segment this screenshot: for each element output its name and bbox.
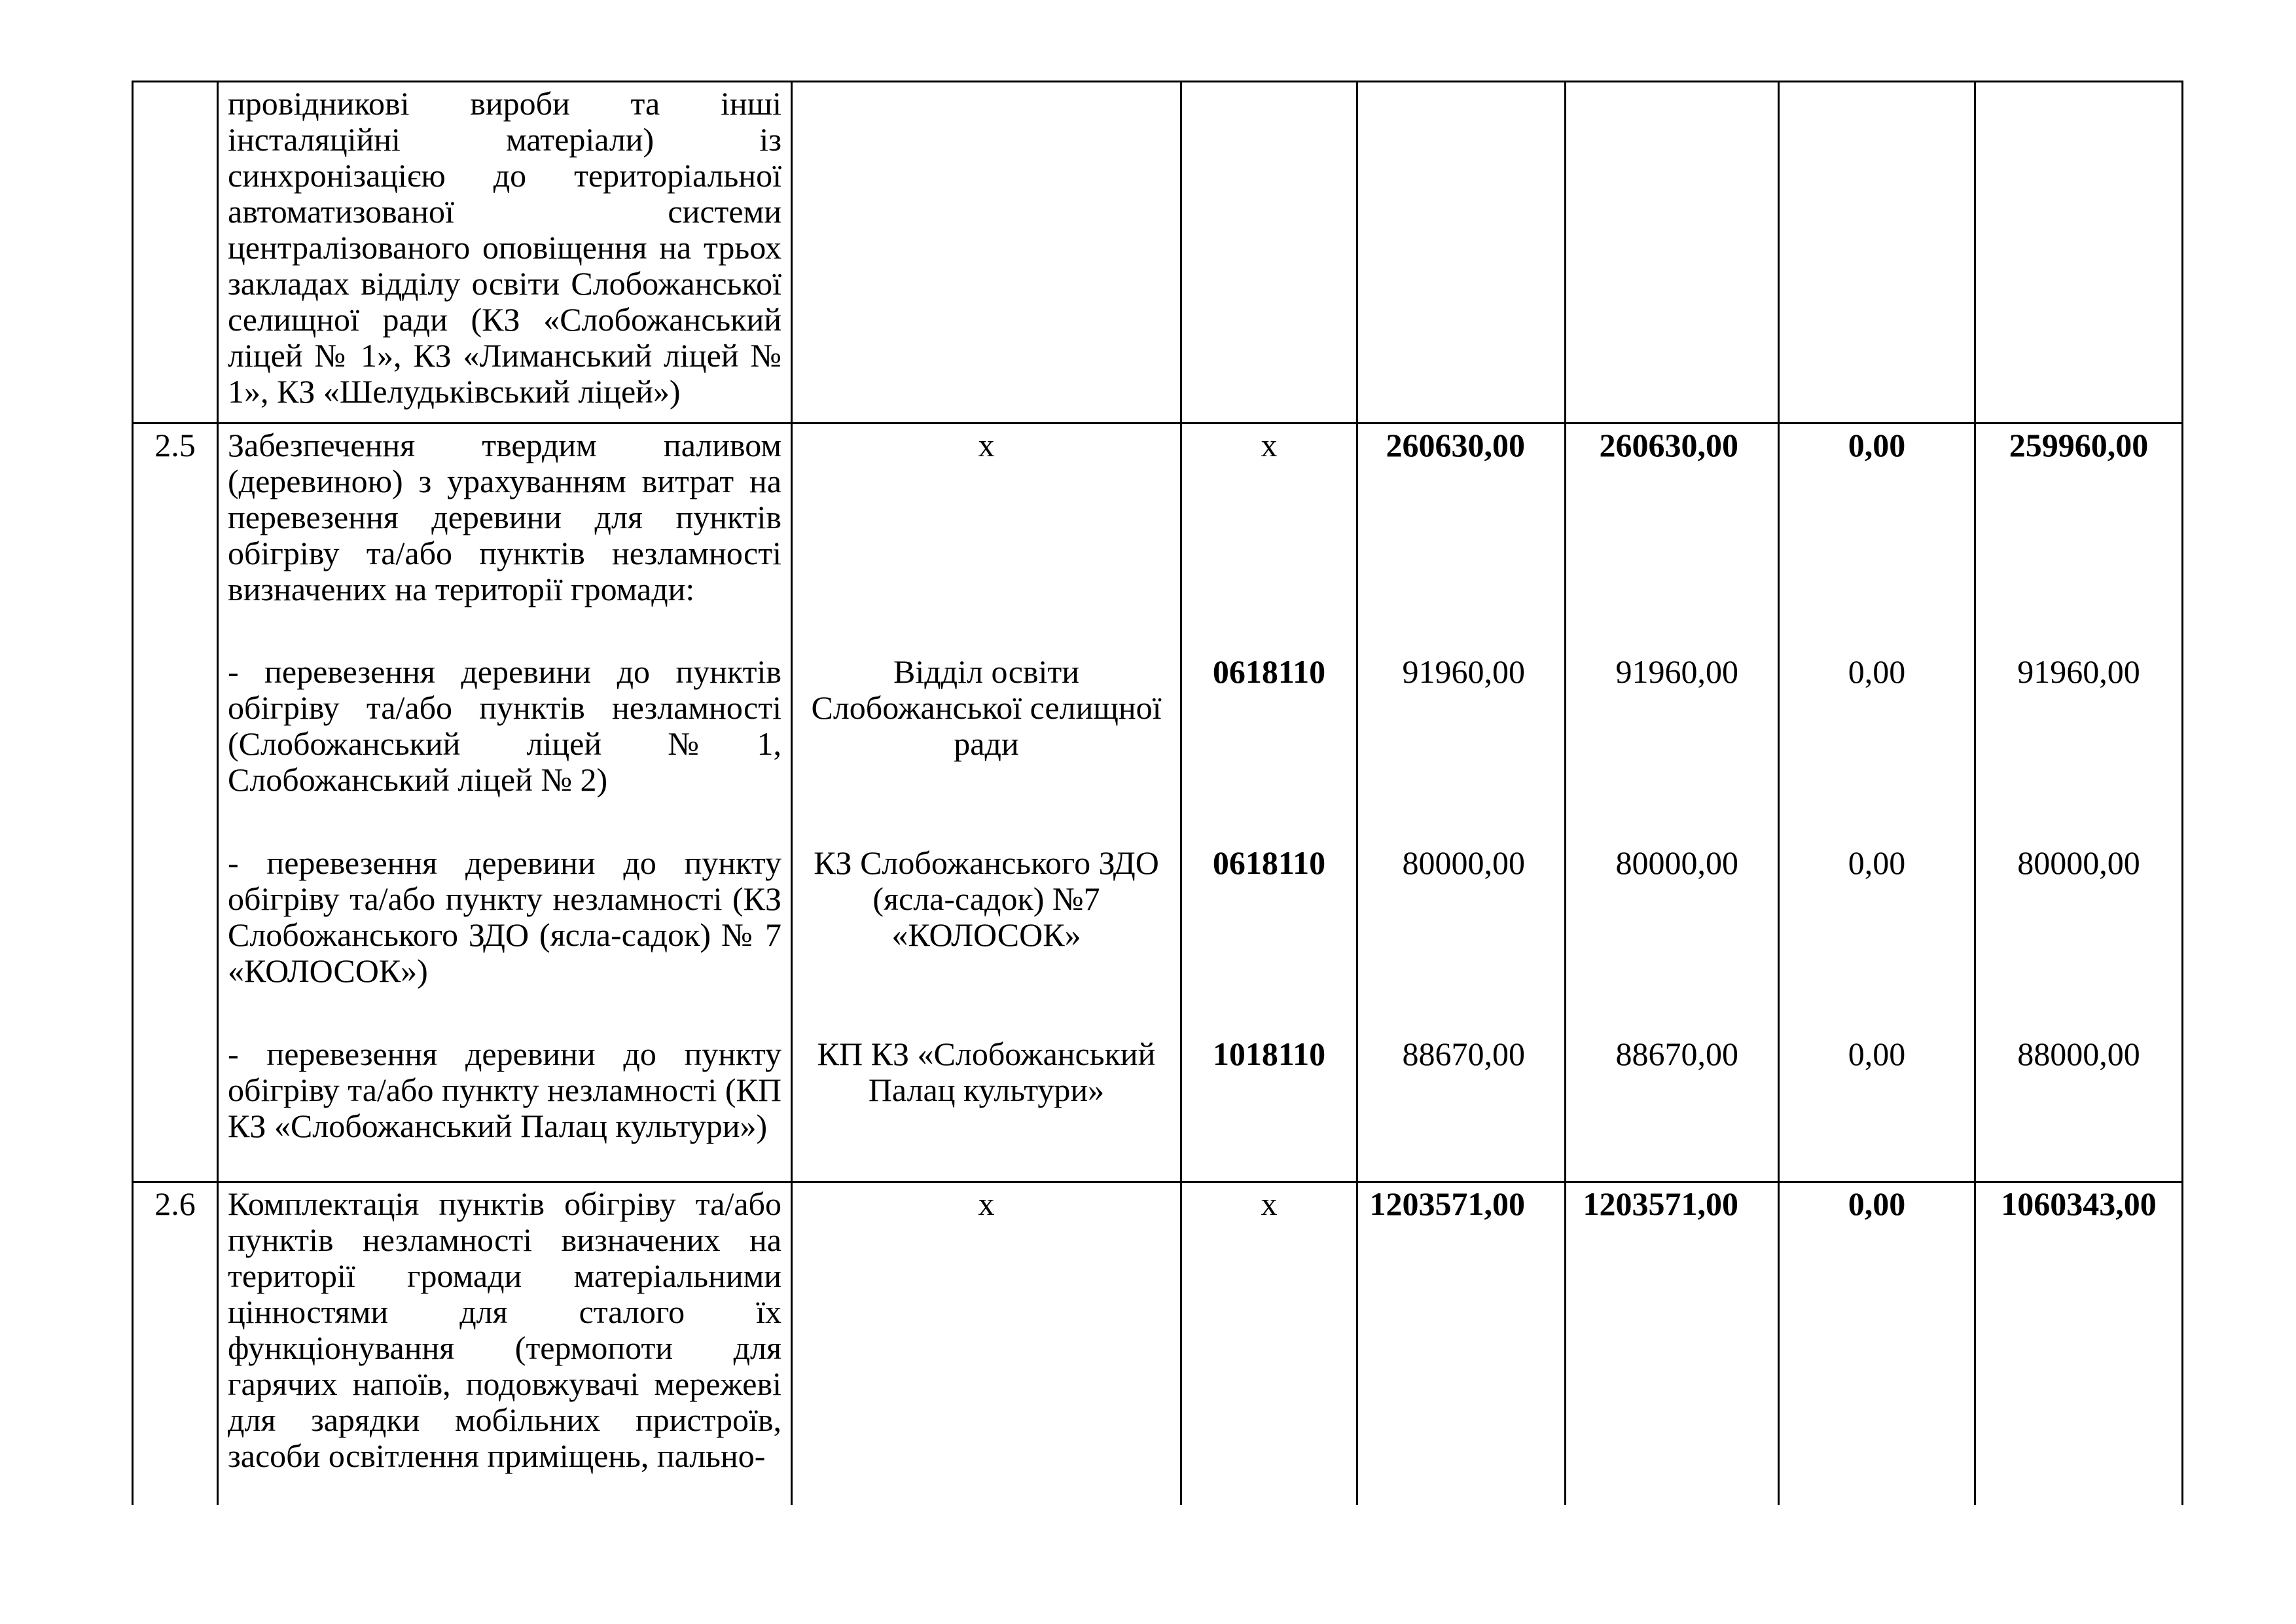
row-2-5-subitem-2-segment — [228, 845, 781, 1036]
row-2-5-subitem-1-segment — [228, 654, 781, 845]
continuation-text: провідникові вироби та інші інсталяційні матеріали) із синхронізацією до територіальної автоматизованої системи централізованого оповіщення на трьох закладах відділу освіти Слобожанської селищної ради (КЗ «Слобожанський ліцей № 1», КЗ «Лиманський ліцей № 1», КЗ «Шелудьківський ліцей») — [228, 85, 781, 410]
row-2-5-number: 2.5 — [154, 427, 196, 463]
row-2-5-subitem-1-amount-4: 91960,00 — [2017, 653, 2140, 690]
row-2-6-amount-3-cell — [1780, 1183, 1976, 1505]
row-2-5-total-amount-1: 260630,00 — [1386, 427, 1525, 463]
budget-measures-table — [132, 81, 2183, 1505]
row-2-5-subitem-3-amount-1: 88670,00 — [1402, 1036, 1525, 1072]
row-2-5-subitem-2-executor: КЗ Слобожанського ЗДО (ясла-садок) №7 «КОЛОСОК» — [814, 844, 1159, 953]
row-2-6-code-x-mark: х — [1261, 1185, 1278, 1222]
row-2-6-description-text: Комплектація пунктів обігріву та/або пунктів незламності визначених на території громади матеріальними цінностями для сталого їх функціонування (термопоти для гарячих напоїв, подовжувачі мережеві для зарядки мобільних пристроїв, засоби освітлення приміщень, пально- — [228, 1185, 781, 1474]
row-2-5-total-amount-3: 0,00 — [1848, 427, 1906, 463]
row-2-5-subitem-2-amount-3: 0,00 — [1848, 844, 1906, 881]
row-2-5-subitem-1-text: - перевезення деревини до пунктів обігріву та/або пунктів незламності (Слобожанський ліцей №1, Слобожанський ліцей № 2) — [228, 653, 781, 798]
row-2-5-subitem-1-executor: Відділ освіти Слобожанської селищної ради — [811, 653, 1162, 762]
row-2-6-executor-x-mark: х — [978, 1185, 995, 1222]
row-2-6-total-amount-2: 1203571,00 — [1583, 1185, 1738, 1222]
row-2-5-subitem-1-amount-2: 91960,00 — [1615, 653, 1738, 690]
row-2-5-subitem-2-text: - перевезення деревини до пункту обігріву та/або пункту незламності (КЗ Слобожанського ЗДО (ясла-садок) № 7 «КОЛОСОК») — [228, 844, 781, 989]
table-row-2-6 — [134, 1183, 2183, 1505]
row-2-6-code-cell — [1182, 1183, 1358, 1505]
row-2-5-subitem-1-code: 0618110 — [1212, 653, 1326, 690]
continuation-code-cell — [1182, 82, 1358, 424]
row-2-5-subitem-3-amount-4: 88000,00 — [2017, 1036, 2140, 1072]
row-2-6-description-cell — [219, 1183, 793, 1505]
row-2-5-executor-cell — [793, 424, 1182, 1183]
continuation-number-cell — [134, 82, 219, 424]
row-2-5-amount-2-cell — [1566, 424, 1780, 1183]
row-2-5-total-amount-2: 260630,00 — [1599, 427, 1738, 463]
row-2-5-amount-4-cell — [1976, 424, 2183, 1183]
row-2-5-code-cell — [1182, 424, 1358, 1183]
row-2-5-code-x-mark: х — [1261, 427, 1278, 463]
row-2-6-total-amount-1: 1203571,00 — [1369, 1185, 1525, 1222]
continuation-description-cell — [219, 82, 793, 424]
row-2-5-description-cell — [219, 424, 793, 1183]
row-2-5-subitem-2-amount-4: 80000,00 — [2017, 844, 2140, 881]
row-2-5-subitem-2-code: 0618110 — [1212, 844, 1326, 881]
row-2-5-subitem-3-code: 1018110 — [1212, 1036, 1326, 1072]
row-2-5-intro-text: Забезпечення твердим паливом (деревиною) з урахуванням витрат на перевезення деревини для пунктів обігріву та/або пунктів незламності визначених на території громади: — [228, 427, 781, 607]
row-2-5-subitem-3-executor: КП КЗ «Слобожанський Палац культури» — [817, 1036, 1156, 1108]
table-row-2-5 — [134, 424, 2183, 1183]
row-2-5-subitem-2-amount-1: 80000,00 — [1402, 844, 1525, 881]
row-2-6-total-amount-3: 0,00 — [1848, 1185, 1906, 1222]
row-2-5-subitem-3-amount-2: 88670,00 — [1615, 1036, 1738, 1072]
row-2-5-number-cell — [134, 424, 219, 1183]
row-2-6-amount-1-cell — [1358, 1183, 1566, 1505]
row-2-6-executor-cell — [793, 1183, 1182, 1505]
table-row-continuation — [134, 82, 2183, 424]
row-2-5-subitem-1-amount-1: 91960,00 — [1402, 653, 1525, 690]
row-2-5-amount-3-cell — [1780, 424, 1976, 1183]
continuation-executor-cell — [793, 82, 1182, 424]
row-2-5-subitem-1-amount-3: 0,00 — [1848, 653, 1906, 690]
continuation-amount-3-cell — [1780, 82, 1976, 424]
row-2-5-subitem-3-text: - перевезення деревини до пункту обігріву та/або пункту незламності (КП КЗ «Слобожанський Палац культури») — [228, 1036, 781, 1144]
continuation-amount-2-cell — [1566, 82, 1780, 424]
row-2-6-amount-4-cell — [1976, 1183, 2183, 1505]
row-2-5-executor-x-mark: х — [978, 427, 995, 463]
row-2-5-intro-segment — [228, 427, 781, 654]
row-2-5-subitem-3-amount-3: 0,00 — [1848, 1036, 1906, 1072]
continuation-amount-4-cell — [1976, 82, 2183, 424]
row-2-6-total-amount-4: 1060343,00 — [2001, 1185, 2157, 1222]
row-2-6-amount-2-cell — [1566, 1183, 1780, 1505]
row-2-6-number-cell — [134, 1183, 219, 1505]
row-2-5-total-amount-4: 259960,00 — [2009, 427, 2149, 463]
row-2-6-number: 2.6 — [154, 1185, 196, 1222]
row-2-5-subitem-3-segment — [228, 1036, 781, 1178]
row-2-5-subitem-2-amount-2: 80000,00 — [1615, 844, 1738, 881]
row-2-5-amount-1-cell — [1358, 424, 1566, 1183]
continuation-amount-1-cell — [1358, 82, 1566, 424]
